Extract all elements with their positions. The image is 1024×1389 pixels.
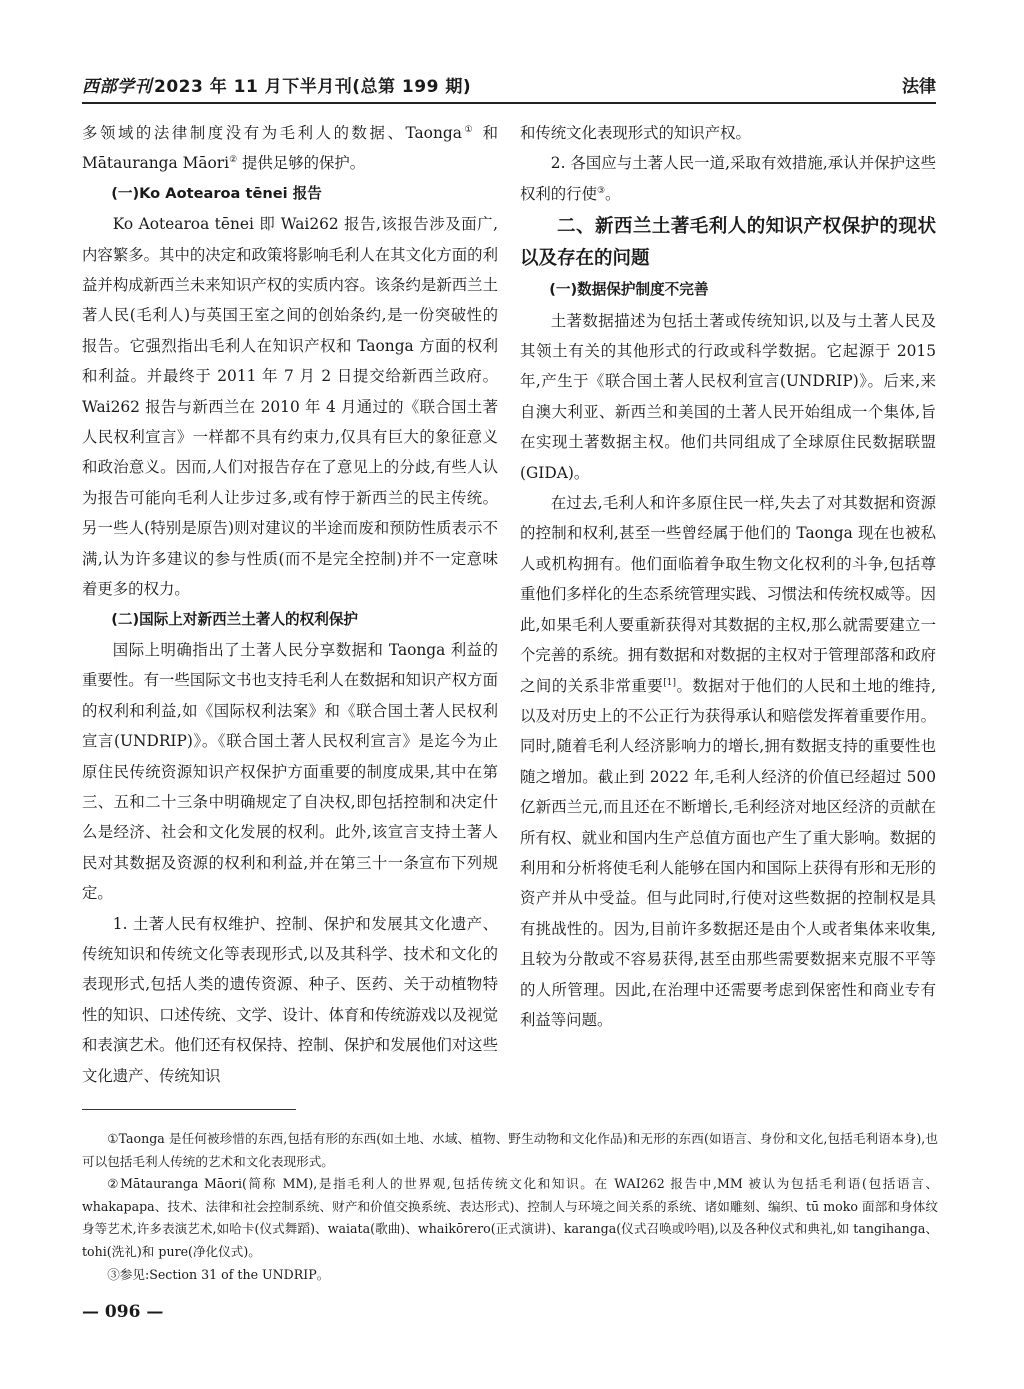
footnote: ①Taonga 是任何被珍惜的东西,包括有形的东西(如土地、水域、植物、野生动物和文化作品)和无形的东西(如语言、身份和文化,包括毛利语本身),也可以包括毛利人传统的艺术和文化表现形式。	[82, 1131, 938, 1169]
footnote: ②Mātauranga Māori(简称 MM),是指毛利人的世界观,包括传统文化和知识。在 WAI262 报告中,MM 被认为包括毛利语(包括语言、whakapapa、技术、法律和社会控制系统、财产和价值交换系统、表达形式)、控制人与环境之间关系的系统、诸如雕刻、编织、tū moko 面部和身体纹身等艺术,许多表演艺术,如哈卡(仪式舞蹈)、waiata(歌曲)、whaikōrero(正式演讲)、karanga(仪式召唤或吟唱),以及各种仪式和典礼,如 tangihanga、tohi(洗礼)和 pure(净化仪式)。	[82, 1176, 938, 1259]
section-heading: (二)国际上对新西兰土著人的权利保护	[111, 610, 359, 628]
right-column	[520, 118, 936, 1035]
paragraph: 土著数据描述为包括土著或传统知识,以及与土著人民及其领土有关的其他形式的行政或科学数据。它起源于 2015 年,产生于《联合国土著人民权利宣言(UNDRIP)》。后来,来自澳大利亚、新西兰和美国的土著人民开始组成一个集体,旨在实现土著数据主权。他们共同组成了全球原住民数据联盟(GIDA)。	[520, 311, 936, 482]
paragraph: 2. 各国应与土著人民一道,采取有效措施,承认并保护这些权利的行使③。	[520, 154, 936, 203]
paragraph: 在过去,毛利人和许多原住民一样,失去了对其数据和资源的控制和权利,甚至一些曾经属于他们的 Taonga 现在也被私人或机构拥有。他们面临着争取生物文化权利的斗争,包括尊重他们多样化的生态系统管理实践、习惯法和传统权威等。因此,如果毛利人要重新获得对其数据的主权,那么就需要建立一个完善的系统。拥有数据和对数据的主权对于管理部落和政府之间的关系非常重要[1]。数据对于他们的人民和土地的维持,以及对历史上的不公正行为获得承认和赔偿发挥着重要作用。同时,随着毛利人经济影响力的增长,拥有数据支持的重要性也随之增加。截止到 2022 年,毛利人经济的价值已经超过 500 亿新西兰元,而且还在不断增长,毛利经济对地区经济的贡献在所有权、就业和国内生产总值方面也产生了重大影响。数据的利用和分析将使毛利人能够在国内和国际上获得有形和无形的资产并从中受益。但与此同时,行使对这些数据的控制权是具有挑战性的。因为,目前许多数据还是由个人或者集体来收集,且较为分散或不容易获得,甚至由那些需要数据来克服不平等的人所管理。因此,在治理中还需要考虑到保密性和商业专有利益等问题。	[520, 494, 936, 1029]
journal-name: 西部学刊	[82, 77, 152, 97]
footnotes	[82, 1128, 938, 1286]
journal-issue	[82, 72, 471, 97]
paragraph: 1. 土著人民有权维护、控制、保护和发展其文化遗产、传统知识和传统文化等表现形式,以及其科学、技术和文化的表现形式,包括人类的遗传资源、种子、医药、关于动植物特性的知识、口述传统、文学、设计、体育和传统游戏以及视觉和表演艺术。他们还有权保持、控制、保护和发展他们对这些文化遗产、传统知识	[82, 914, 498, 1085]
page-header	[82, 64, 936, 104]
paragraph: Ko Aotearoa tēnei 即 Wai262 报告,该报告涉及面广,内容繁多。其中的决定和政策将影响毛利人在其文化方面的利益并构成新西兰未来知识产权的实质内容。该条约是新西兰土著人民(毛利人)与英国王室之间的创始条约,是一份突破性的报告。它强烈指出毛利人在知识产权和 Taonga 方面的权利和利益。并最终于 2011 年 7 月 2 日提交给新西兰政府。Wai262 报告与新西兰在 2010 年 4 月通过的《联合国土著人民权利宣言》一样都不具有约束力,仅具有巨大的象征意义和政治意义。因而,人们对报告存在了意见上的分歧,有些人认为报告可能向毛利人让步过多,或有悖于新西兰的民主传统。另一些人(特别是原告)则对建议的半途而废和预防性质表示不满,认为许多建议的参与性质(而不是完全控制)并不一定意味着更多的权力。	[82, 215, 498, 599]
chapter-heading: 二、新西兰土著毛利人的知识产权保护的现状以及存在的问题	[520, 216, 936, 270]
section-heading: (一)数据保护制度不完善	[549, 281, 709, 299]
paragraph: 国际上明确指出了土著人民分享数据和 Taonga 利益的重要性。有一些国际文书也支持毛利人在数据和知识产权方面的权利和利益,如《国际权利法案》和《联合国土著人民权利宣言(UNDRIP)》。《联合国土著人民权利宣言》是迄今为止原住民传统资源知识产权保护方面重要的制度成果,其中在第三、五和二十三条中明确规定了自决权,即包括控制和决定什么是经济、社会和文化发展的权利。此外,该宣言支持土著人民对其数据及资源的权利和利益,并在第三十一条宣布下列规定。	[82, 640, 498, 903]
footnote-divider	[82, 1109, 296, 1110]
footnote: ③参见:Section 31 of the UNDRIP。	[107, 1266, 330, 1282]
left-column	[82, 118, 498, 1091]
page-number: — 096 —	[82, 1302, 164, 1322]
issue-info: 2023 年 11 月下半月刊(总第 199 期)	[154, 77, 472, 97]
section-heading: (一)Ko Aotearoa tēnei 报告	[111, 184, 322, 202]
paragraph: 多领域的法律制度没有为毛利人的数据、Taonga① 和 Mātauranga Māori② 提供足够的保护。	[82, 124, 498, 173]
section-label: 法律	[902, 77, 936, 97]
paragraph: 和传统文化表现形式的知识产权。	[520, 124, 751, 142]
